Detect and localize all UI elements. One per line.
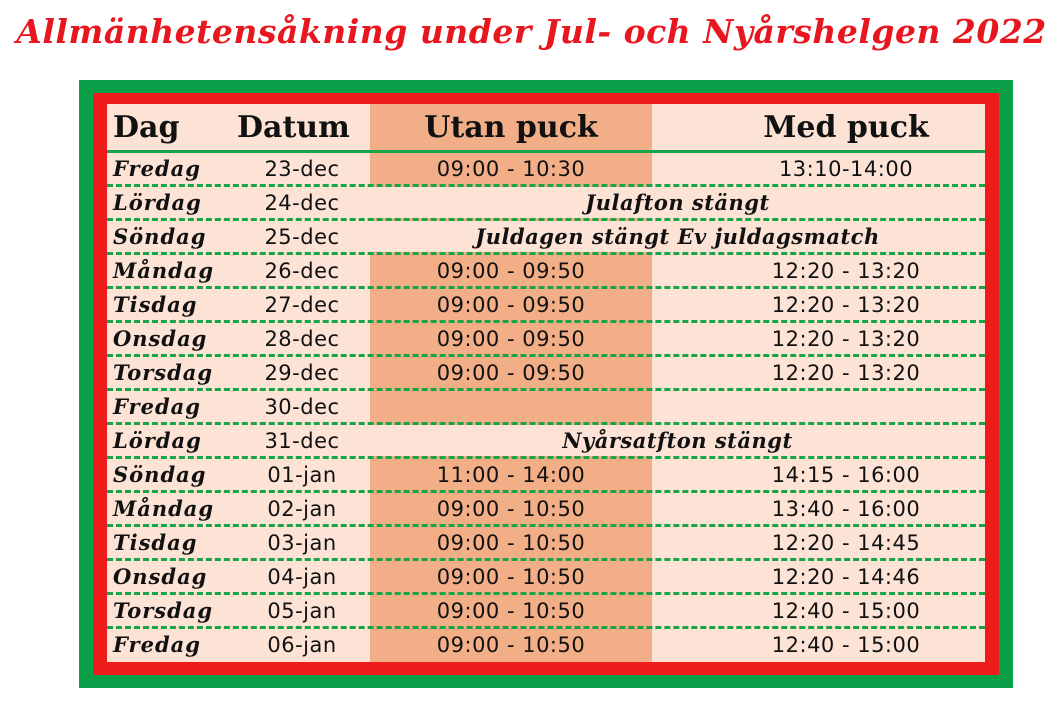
date-cell: 30-dec [264,395,340,419]
table-body [107,153,985,662]
day-cell: Fredag [113,394,201,419]
table-row [107,561,985,595]
utan-puck-time-cell: 09:00 - 09:50 [436,361,586,385]
date-cell: 28-dec [264,327,340,351]
table-row [107,595,985,629]
med-puck-time-cell: 12:20 - 13:20 [771,327,921,351]
table-header [107,104,985,151]
med-puck-time-cell: 14:15 - 16:00 [771,463,921,487]
table-row [107,187,985,221]
med-puck-time-cell: 12:20 - 13:20 [771,361,921,385]
day-cell: Onsdag [113,326,208,351]
date-cell: 24-dec [264,191,340,215]
med-puck-time-cell: 13:10-14:00 [778,157,914,181]
header-med-puck: Med puck [763,110,929,145]
header-date: Datum [237,110,350,145]
date-cell: 02-jan [267,497,337,521]
table-row [107,323,985,357]
date-cell: 27-dec [264,293,340,317]
date-cell: 31-dec [264,429,340,453]
closed-note-cell: Nyårsatfton stängt [562,428,793,453]
utan-puck-time-cell: 09:00 - 10:50 [436,565,586,589]
med-puck-time-cell: 12:40 - 15:00 [771,633,921,657]
table-row [107,459,985,493]
date-cell: 06-jan [267,633,337,657]
day-cell: Tisdag [113,530,198,555]
med-puck-time-cell: 12:40 - 15:00 [771,599,921,623]
day-cell: Måndag [113,258,215,283]
utan-puck-time-cell: 09:00 - 10:50 [436,599,586,623]
closed-note-cell: Juldagen stängt Ev juldagsmatch [475,224,880,249]
date-cell: 04-jan [267,565,337,589]
table-row [107,357,985,391]
table-row [107,493,985,527]
day-cell: Lördag [113,428,202,453]
utan-puck-time-cell: 09:00 - 09:50 [436,259,586,283]
med-puck-time-cell: 12:20 - 14:45 [771,531,921,555]
date-cell: 25-dec [264,225,340,249]
day-cell: Fredag [113,632,201,657]
day-cell: Söndag [113,462,207,487]
day-cell: Söndag [113,224,207,249]
day-cell: Torsdag [113,360,214,385]
utan-puck-time-cell: 09:00 - 10:50 [436,633,586,657]
day-cell: Tisdag [113,292,198,317]
med-puck-time-cell: 12:20 - 13:20 [771,259,921,283]
table-row [107,153,985,187]
day-cell: Torsdag [113,598,214,623]
utan-puck-time-cell: 09:00 - 09:50 [436,327,586,351]
med-puck-time-cell: 12:20 - 14:46 [771,565,921,589]
day-cell: Fredag [113,156,201,181]
table-row [107,425,985,459]
date-cell: 03-jan [267,531,337,555]
closed-note-cell: Julafton stängt [585,190,770,215]
day-cell: Lördag [113,190,202,215]
table-row [107,629,985,662]
utan-puck-time-cell: 09:00 - 10:50 [436,497,586,521]
date-cell: 05-jan [267,599,337,623]
med-puck-time-cell: 13:40 - 16:00 [771,497,921,521]
date-cell: 23-dec [264,157,340,181]
header-utan-puck: Utan puck [424,110,598,145]
table-row [107,255,985,289]
table-row [107,289,985,323]
header-day: Dag [113,110,180,145]
day-cell: Måndag [113,496,215,521]
day-cell: Onsdag [113,564,208,589]
date-cell: 01-jan [267,463,337,487]
schedule-table [107,104,985,662]
utan-puck-time-cell: 09:00 - 10:50 [436,531,586,555]
table-row [107,221,985,255]
med-puck-time-cell: 12:20 - 13:20 [771,293,921,317]
utan-puck-time-cell: 11:00 - 14:00 [436,463,586,487]
date-cell: 29-dec [264,361,340,385]
page-title: Allmänhetensåkning under Jul- och Nyårshelgen 2022 [16,12,1047,51]
utan-puck-time-cell: 09:00 - 09:50 [436,293,586,317]
table-row [107,527,985,561]
date-cell: 26-dec [264,259,340,283]
table-row [107,391,985,425]
utan-puck-time-cell: 09:00 - 10:30 [436,157,586,181]
